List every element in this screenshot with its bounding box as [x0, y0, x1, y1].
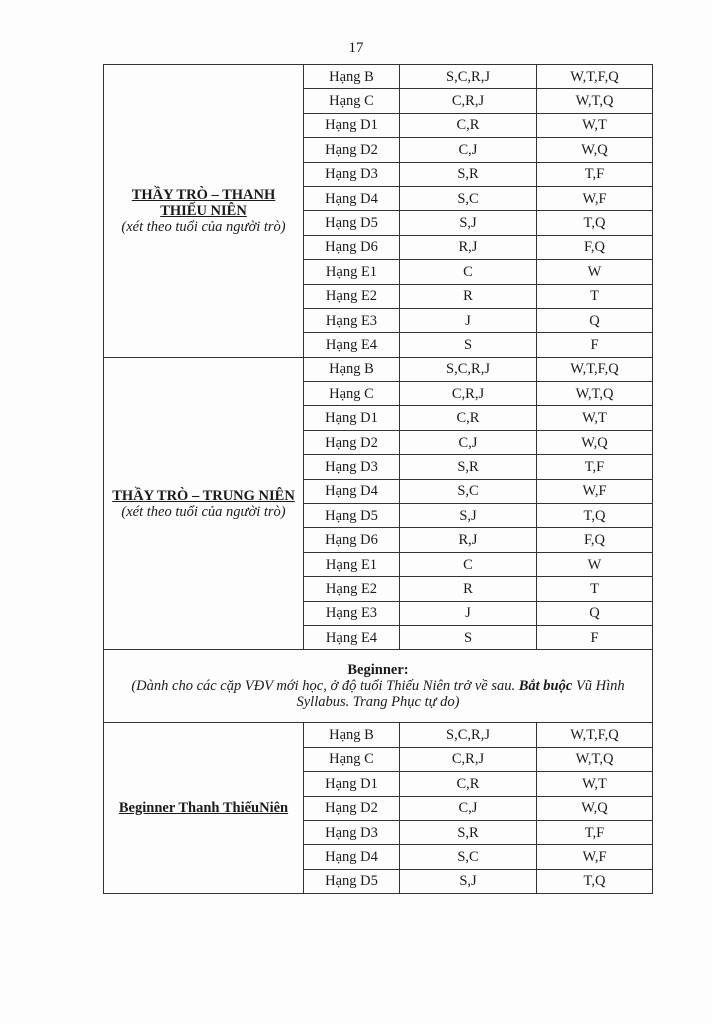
latin-dances-cell: C,J [400, 430, 537, 454]
latin-dances-cell: S [400, 625, 537, 649]
latin-dances-cell: C [400, 260, 537, 284]
latin-dances-cell: S,R [400, 820, 537, 844]
standard-dances-cell: W,T [537, 406, 653, 430]
standard-dances-cell: W,T,Q [537, 89, 653, 113]
latin-dances-cell: R,J [400, 528, 537, 552]
latin-dances-cell: S,J [400, 869, 537, 893]
latin-dances-cell: C,R,J [400, 382, 537, 406]
standard-dances-cell: T,F [537, 455, 653, 479]
grade-name-cell: Hạng D5 [304, 504, 400, 528]
grade-name-cell: Hạng E4 [304, 625, 400, 649]
grade-name-cell: Hạng D2 [304, 138, 400, 162]
latin-dances-cell: R,J [400, 235, 537, 259]
latin-dances-cell: C,R [400, 406, 537, 430]
grade-name-cell: Hạng D6 [304, 235, 400, 259]
grade-name-cell: Hạng D3 [304, 162, 400, 186]
page-number: 17 [348, 40, 364, 56]
latin-dances-cell: S,C,R,J [400, 723, 537, 747]
grade-name-cell: Hạng D6 [304, 528, 400, 552]
grade-name-cell: Hạng C [304, 382, 400, 406]
latin-dances-cell: J [400, 308, 537, 332]
standard-dances-cell: W,T,F,Q [537, 65, 653, 89]
standard-dances-cell: W,T,F,Q [537, 357, 653, 381]
grade-name-cell: Hạng D4 [304, 479, 400, 503]
standard-dances-cell: W,Q [537, 138, 653, 162]
grade-name-cell: Hạng D5 [304, 869, 400, 893]
latin-dances-cell: S,C [400, 186, 537, 210]
standard-dances-cell: Q [537, 308, 653, 332]
standard-dances-cell: W,F [537, 845, 653, 869]
grade-name-cell: Hạng E2 [304, 577, 400, 601]
standard-dances-cell: W,F [537, 186, 653, 210]
beginner-group-title: Beginner Thanh ThiếuNiên [118, 800, 289, 817]
latin-dances-cell: C,R [400, 113, 537, 137]
grade-table [103, 64, 653, 894]
latin-dances-cell: S,J [400, 211, 537, 235]
grade-name-cell: Hạng E2 [304, 284, 400, 308]
latin-dances-cell: S,J [400, 504, 537, 528]
latin-dances-cell: S,C,R,J [400, 357, 537, 381]
grade-name-cell: Hạng D5 [304, 211, 400, 235]
grade-name-cell: Hạng B [304, 357, 400, 381]
grade-name-cell: Hạng E1 [304, 552, 400, 576]
standard-dances-cell: W,T,Q [537, 382, 653, 406]
standard-dances-cell: T,Q [537, 869, 653, 893]
latin-dances-cell: S,R [400, 162, 537, 186]
grade-name-cell: Hạng D4 [304, 186, 400, 210]
standard-dances-cell: T,F [537, 820, 653, 844]
standard-dances-cell: W [537, 552, 653, 576]
beginner-banner-row [104, 650, 653, 723]
standard-dances-cell: W,T [537, 113, 653, 137]
table-row [104, 65, 653, 89]
standard-dances-cell: W,T [537, 772, 653, 796]
grade-name-cell: Hạng D1 [304, 113, 400, 137]
standard-dances-cell: W,F [537, 479, 653, 503]
standard-dances-cell: W,T,F,Q [537, 723, 653, 747]
grade-name-cell: Hạng D1 [304, 406, 400, 430]
grade-name-cell: Hạng D2 [304, 796, 400, 820]
table-row [104, 357, 653, 381]
latin-dances-cell: S,C [400, 479, 537, 503]
grade-name-cell: Hạng D3 [304, 455, 400, 479]
grade-name-cell: Hạng E3 [304, 308, 400, 332]
standard-dances-cell: W,Q [537, 430, 653, 454]
latin-dances-cell: C,R [400, 772, 537, 796]
standard-dances-cell: T [537, 577, 653, 601]
grade-name-cell: Hạng D4 [304, 845, 400, 869]
group-title: THẦY TRÒ – THANH THIẾU NIÊN [131, 186, 276, 219]
latin-dances-cell: C,J [400, 796, 537, 820]
standard-dances-cell: F,Q [537, 235, 653, 259]
standard-dances-cell: T [537, 284, 653, 308]
group-title: THẦY TRÒ – TRUNG NIÊN [112, 487, 295, 504]
latin-dances-cell: J [400, 601, 537, 625]
latin-dances-cell: R [400, 577, 537, 601]
grade-name-cell: Hạng E1 [304, 260, 400, 284]
grade-name-cell: Hạng E4 [304, 333, 400, 357]
standard-dances-cell: T,Q [537, 211, 653, 235]
grade-name-cell: Hạng E3 [304, 601, 400, 625]
latin-dances-cell: C,R,J [400, 747, 537, 771]
beginner-heading: Beginner: [347, 662, 409, 679]
latin-dances-cell: S [400, 333, 537, 357]
beginner-group-cell [104, 723, 304, 894]
grade-name-cell: Hạng D3 [304, 820, 400, 844]
beginner-note-bold: Bắt buộc [518, 678, 573, 695]
group-note: (xét theo tuổi của người trò) [121, 218, 286, 235]
grade-table-body [104, 65, 653, 894]
group-label-cell [104, 357, 304, 650]
beginner-note-part2: Vũ Hình Syllabus. Trang Phục tự do) [296, 678, 625, 711]
grade-name-cell: Hạng B [304, 65, 400, 89]
latin-dances-cell: C [400, 552, 537, 576]
standard-dances-cell: W,T,Q [537, 747, 653, 771]
grade-name-cell: Hạng D1 [304, 772, 400, 796]
standard-dances-cell: F,Q [537, 528, 653, 552]
standard-dances-cell: W,Q [537, 796, 653, 820]
latin-dances-cell: C,J [400, 138, 537, 162]
grade-name-cell: Hạng B [304, 723, 400, 747]
latin-dances-cell: C,R,J [400, 89, 537, 113]
group-note: (xét theo tuổi của người trò) [121, 503, 286, 520]
standard-dances-cell: W [537, 260, 653, 284]
standard-dances-cell: T,F [537, 162, 653, 186]
standard-dances-cell: Q [537, 601, 653, 625]
grade-name-cell: Hạng D2 [304, 430, 400, 454]
group-label-cell [104, 65, 304, 358]
beginner-banner [104, 650, 653, 723]
grade-name-cell: Hạng C [304, 89, 400, 113]
beginner-note [104, 678, 652, 710]
latin-dances-cell: S,C [400, 845, 537, 869]
latin-dances-cell: S,R [400, 455, 537, 479]
table-row [104, 723, 653, 747]
standard-dances-cell: F [537, 333, 653, 357]
latin-dances-cell: R [400, 284, 537, 308]
standard-dances-cell: T,Q [537, 504, 653, 528]
latin-dances-cell: S,C,R,J [400, 65, 537, 89]
beginner-note-part1: (Dành cho các cặp VĐV mới học, ở độ tuổi Thiếu Niên trở về sau. [131, 678, 519, 695]
standard-dances-cell: F [537, 625, 653, 649]
grade-name-cell: Hạng C [304, 747, 400, 771]
